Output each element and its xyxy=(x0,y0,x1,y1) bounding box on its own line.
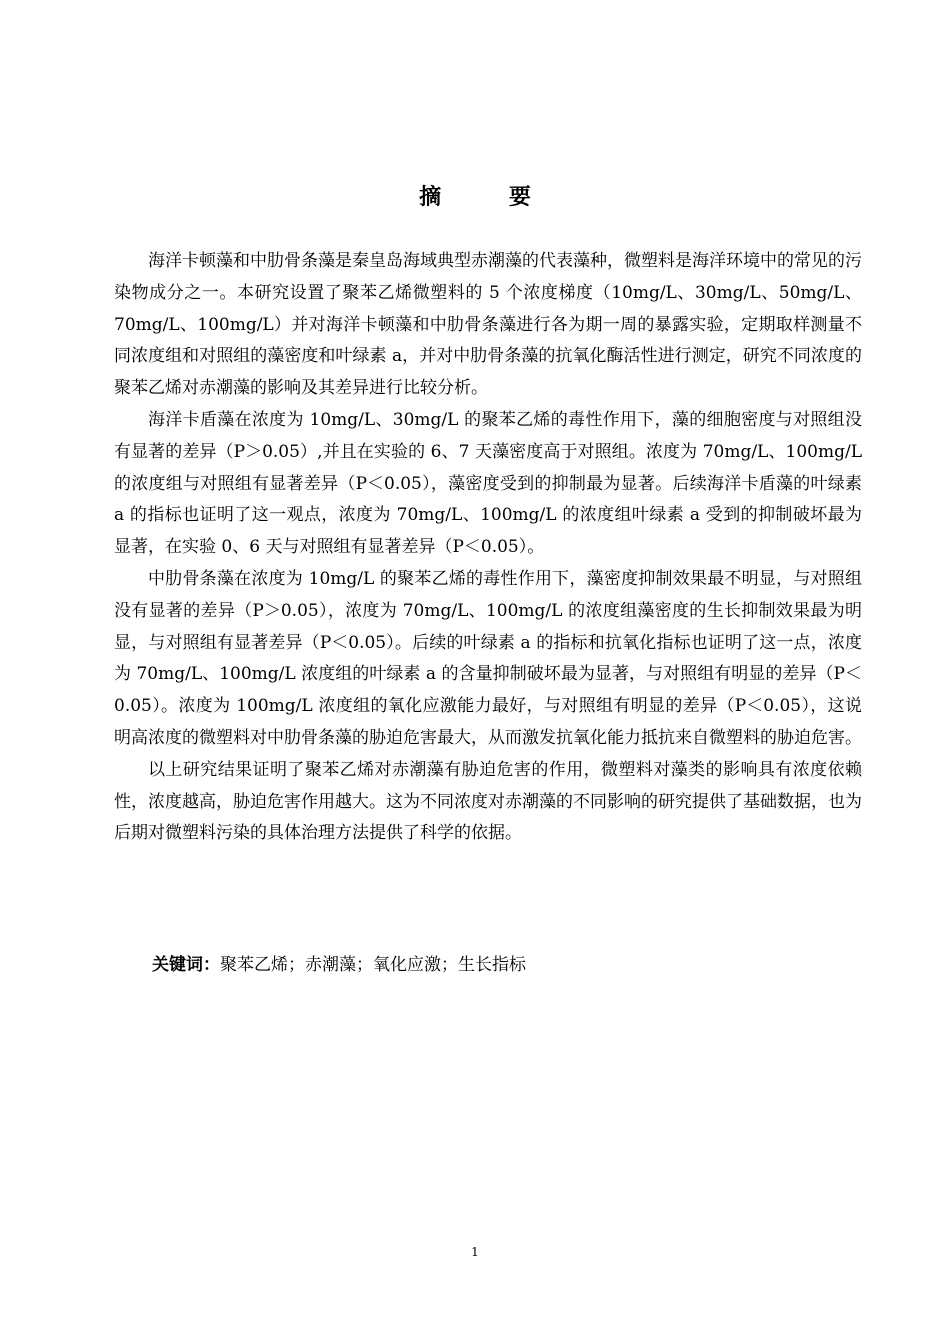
abstract-paragraph-3: 中肋骨条藻在浓度为 10mg/L 的聚苯乙烯的毒性作用下，藻密度抑制效果最不明显，与对照组没有显著的差异（P＞0.05），浓度为 70mg/L、100mg/L 的浓度组藻密度的生长抑制效果最为明显，与对照组有显著差异（P＜0.05）。后续的叶绿素 a 的指标和抗氧化指标也证明了这一点，浓度为 70mg/L、100mg/L 浓度组的叶绿素 a 的含量抑制破坏最为显著，与对照组有明显的差异（P＜0.05）。浓度为 100mg/L 浓度组的氧化应激能力最好，与对照组有明显的差异（P＜0.05），这说明高浓度的微塑料对中肋骨条藻的胁迫危害最大，从而激发抗氧化能力抵抗来自微塑料的胁迫危害。 xyxy=(114,568,862,748)
keywords-label: 关键词： xyxy=(152,955,220,975)
abstract-paragraph-4: 以上研究结果证明了聚苯乙烯对赤潮藻有胁迫危害的作用，微塑料对藻类的影响具有浓度依赖性，浓度越高，胁迫危害作用越大。这为不同浓度对赤潮藻的不同影响的研究提供了基础数据，也为后期对微塑料污染的具体治理方法提供了科学的依据。 xyxy=(114,759,862,844)
abstract-title: 摘 要 xyxy=(419,184,561,210)
abstract-body xyxy=(114,246,862,850)
keywords-line xyxy=(152,950,526,980)
abstract-paragraph-1: 海洋卡顿藻和中肋骨条藻是秦皇岛海域典型赤潮藻的代表藻种，微塑料是海洋环境中的常见的污染物成分之一。本研究设置了聚苯乙烯微塑料的 5 个浓度梯度（10mg/L、30mg/L、50mg/L、70mg/L、100mg/L）并对海洋卡顿藻和中肋骨条藻进行各为期一周的暴露实验，定期取样测量不同浓度组和对照组的藻密度和叶绿素 a，并对中肋骨条藻的抗氧化酶活性进行测定，研究不同浓度的聚苯乙烯对赤潮藻的影响及其差异进行比较分析。 xyxy=(114,251,862,399)
keywords-list: 聚苯乙烯；赤潮藻；氧化应激；生长指标 xyxy=(220,955,526,975)
page-number: 1 xyxy=(471,1245,479,1259)
abstract-paragraph-2: 海洋卡盾藻在浓度为 10mg/L、30mg/L 的聚苯乙烯的毒性作用下，藻的细胞密度与对照组没有显著的差异（P＞0.05）,并且在实验的 6、7 天藻密度高于对照组。浓度为 70mg/L、100mg/L 的浓度组与对照组有显著差异（P＜0.05），藻密度受到的抑制最为显著。后续海洋卡盾藻的叶绿素 a 的指标也证明了这一观点，浓度为 70mg/L、100mg/L 的浓度组叶绿素 a 受到的抑制破坏最为显著，在实验 0、6 天与对照组有显著差异（P＜0.05）。 xyxy=(114,409,862,558)
